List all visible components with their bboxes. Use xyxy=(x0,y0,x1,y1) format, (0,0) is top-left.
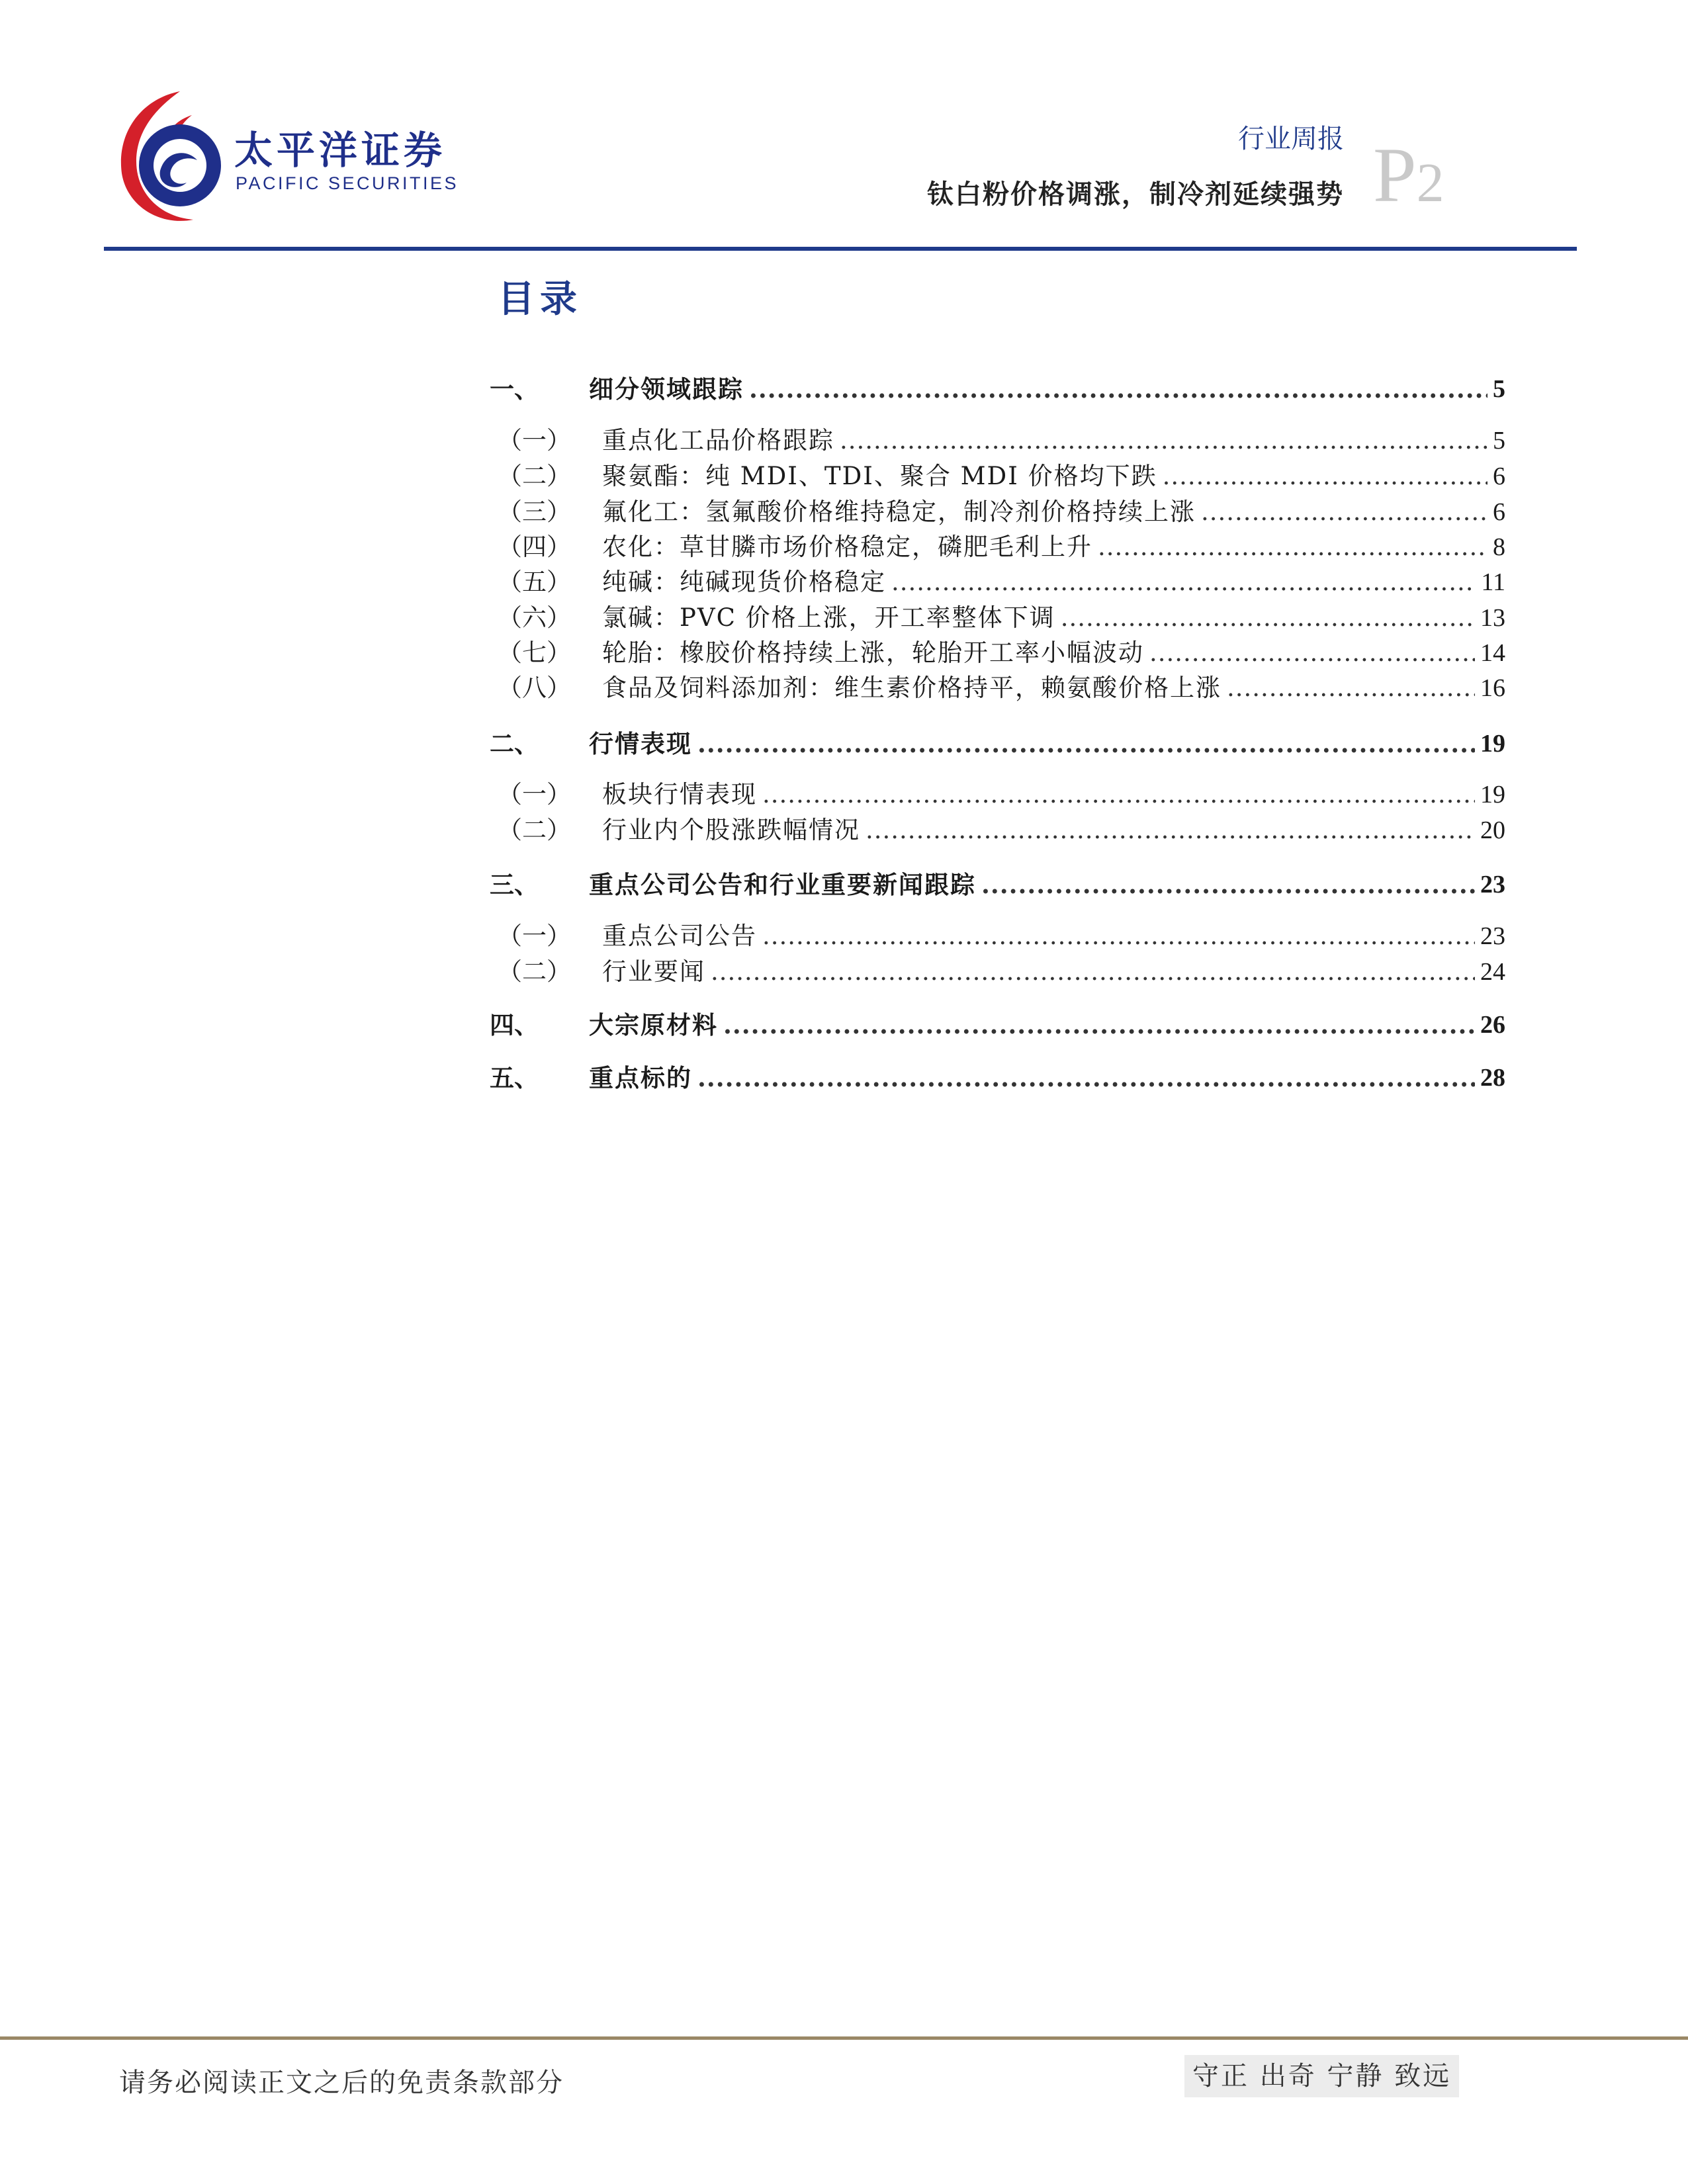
toc-entry-number: 四、 xyxy=(490,1010,539,1039)
brand-name-cn: 太平洋证券 xyxy=(234,128,447,173)
toc-leader-dots xyxy=(749,371,1488,408)
toc-entry-number: （三） xyxy=(498,498,571,526)
toc-entry[interactable] xyxy=(490,458,1505,495)
toc-entry-page: 26 xyxy=(1480,1011,1505,1039)
toc-entry-title: 行业要闻 xyxy=(602,957,705,986)
toc-entry-number: （七） xyxy=(498,638,571,667)
toc-entry-title: 纯碱：纯碱现货价格稳定 xyxy=(602,568,886,596)
toc-entry-page: 16 xyxy=(1480,674,1505,702)
toc-entry-title: 重点化工品价格跟踪 xyxy=(602,426,834,455)
toc-entry-number: （二） xyxy=(498,462,571,490)
toc-entry-page: 8 xyxy=(1493,533,1505,561)
toc-entry-page: 14 xyxy=(1480,639,1505,667)
toc-entry-number: （一） xyxy=(498,426,571,455)
toc-entry-number: （五） xyxy=(498,568,571,596)
toc-entry-number: 三、 xyxy=(490,870,539,899)
toc-entry-number: 二、 xyxy=(490,729,539,758)
toc-entry-number: （二） xyxy=(498,816,571,844)
toc-entry-page: 23 xyxy=(1480,871,1505,898)
toc-entry-number: （一） xyxy=(498,780,571,808)
toc-entry[interactable] xyxy=(490,564,1505,601)
toc-entry[interactable] xyxy=(490,422,1505,459)
toc-entry-title: 重点公司公告 xyxy=(602,922,757,950)
toc-leader-dots xyxy=(1098,529,1488,566)
toc-entry[interactable] xyxy=(490,866,1505,903)
toc-entry-page: 5 xyxy=(1493,375,1505,403)
toc-entry-number: （六） xyxy=(498,603,571,632)
footer-divider xyxy=(0,2036,1688,2040)
toc-entry[interactable] xyxy=(490,725,1505,762)
page-number-value: 2 xyxy=(1416,152,1444,214)
toc-entry[interactable] xyxy=(490,776,1505,813)
toc-leader-dots xyxy=(866,812,1475,849)
toc-heading: 目录 xyxy=(498,277,582,321)
toc-leader-dots xyxy=(697,1059,1475,1096)
toc-leader-dots xyxy=(1061,599,1475,636)
toc-entry-title: 重点公司公告和行业重要新闻跟踪 xyxy=(589,870,976,899)
toc-entry-number: 一、 xyxy=(490,374,539,404)
toc-entry[interactable] xyxy=(490,1006,1505,1043)
toc-entry-number: （一） xyxy=(498,922,571,950)
toc-entry[interactable] xyxy=(490,599,1505,636)
toc-leader-dots xyxy=(762,918,1475,955)
brand-name-en: PACIFIC SECURITIES xyxy=(236,173,459,193)
toc-entry[interactable] xyxy=(490,634,1505,672)
toc-entry-page: 6 xyxy=(1493,462,1505,490)
report-title: 钛白粉价格调涨，制冷剂延续强势 xyxy=(927,179,1344,210)
toc-entry-number: （四） xyxy=(498,533,571,561)
page-number xyxy=(1373,132,1444,218)
toc-entry-page: 28 xyxy=(1480,1064,1505,1092)
pacific-securities-logo-icon xyxy=(114,87,226,226)
toc-entry-number: （二） xyxy=(498,957,571,986)
toc-leader-dots xyxy=(1163,458,1488,495)
toc-entry-number: （八） xyxy=(498,674,571,702)
toc-entry-title: 板块行情表现 xyxy=(602,780,757,808)
toc-entry-page: 23 xyxy=(1480,922,1505,950)
toc-entry-title: 聚氨酯：纯 MDI、TDI、聚合 MDI 价格均下跌 xyxy=(602,462,1157,490)
toc-leader-dots xyxy=(1201,494,1488,531)
toc-entry-title: 行情表现 xyxy=(589,729,692,758)
toc-entry[interactable] xyxy=(490,371,1505,408)
toc-entry-page: 19 xyxy=(1480,730,1505,758)
toc-entry-title: 细分领域跟踪 xyxy=(589,374,744,404)
toc-entry[interactable] xyxy=(490,1059,1505,1096)
toc-entry-title: 轮胎：橡胶价格持续上涨，轮胎开工率小幅波动 xyxy=(602,638,1144,667)
toc-entry[interactable] xyxy=(490,529,1505,566)
toc-entry-number: 五、 xyxy=(490,1063,539,1092)
toc-entry-title: 农化：草甘膦市场价格稳定，磷肥毛利上升 xyxy=(602,533,1092,561)
toc-entry[interactable] xyxy=(490,670,1505,707)
toc-entry[interactable] xyxy=(490,953,1505,990)
toc-leader-dots xyxy=(711,953,1475,990)
toc-entry-title: 氟化工：氢氟酸价格维持稳定，制冷剂价格持续上涨 xyxy=(602,498,1196,526)
toc-leader-dots xyxy=(697,725,1475,762)
toc-entry-page: 24 xyxy=(1480,958,1505,986)
toc-leader-dots xyxy=(891,564,1476,601)
toc-entry-page: 20 xyxy=(1480,816,1505,844)
toc-leader-dots xyxy=(1149,634,1475,672)
toc-leader-dots xyxy=(840,422,1488,459)
toc-entry-title: 行业内个股涨跌幅情况 xyxy=(602,816,860,844)
report-type: 行业周报 xyxy=(1238,124,1344,154)
page-prefix: P xyxy=(1373,132,1417,218)
toc-entry-page: 11 xyxy=(1481,568,1505,596)
toc-entry-title: 大宗原材料 xyxy=(589,1010,718,1039)
toc-leader-dots xyxy=(1227,670,1475,707)
toc-entry-title: 重点标的 xyxy=(589,1063,692,1092)
toc-leader-dots xyxy=(762,776,1475,813)
disclaimer-note: 请务必阅读正文之后的免责条款部分 xyxy=(119,2068,564,2098)
toc-entry-title: 食品及饲料添加剂：维生素价格持平，赖氨酸价格上涨 xyxy=(602,674,1222,702)
toc-entry[interactable] xyxy=(490,812,1505,849)
toc-leader-dots xyxy=(723,1006,1475,1043)
toc-entry[interactable] xyxy=(490,918,1505,955)
toc-entry-page: 6 xyxy=(1493,498,1505,526)
toc-entry-title: 氯碱：PVC 价格上涨，开工率整体下调 xyxy=(602,603,1055,632)
company-logo xyxy=(114,87,459,226)
toc-entry-page: 5 xyxy=(1493,427,1505,455)
company-motto: 守正 出奇 宁静 致远 xyxy=(1184,2055,1459,2097)
header-divider xyxy=(104,247,1577,251)
toc-entry-page: 13 xyxy=(1480,604,1505,632)
toc-entry[interactable] xyxy=(490,494,1505,531)
toc-leader-dots xyxy=(981,866,1475,903)
toc-entry-page: 19 xyxy=(1480,781,1505,808)
